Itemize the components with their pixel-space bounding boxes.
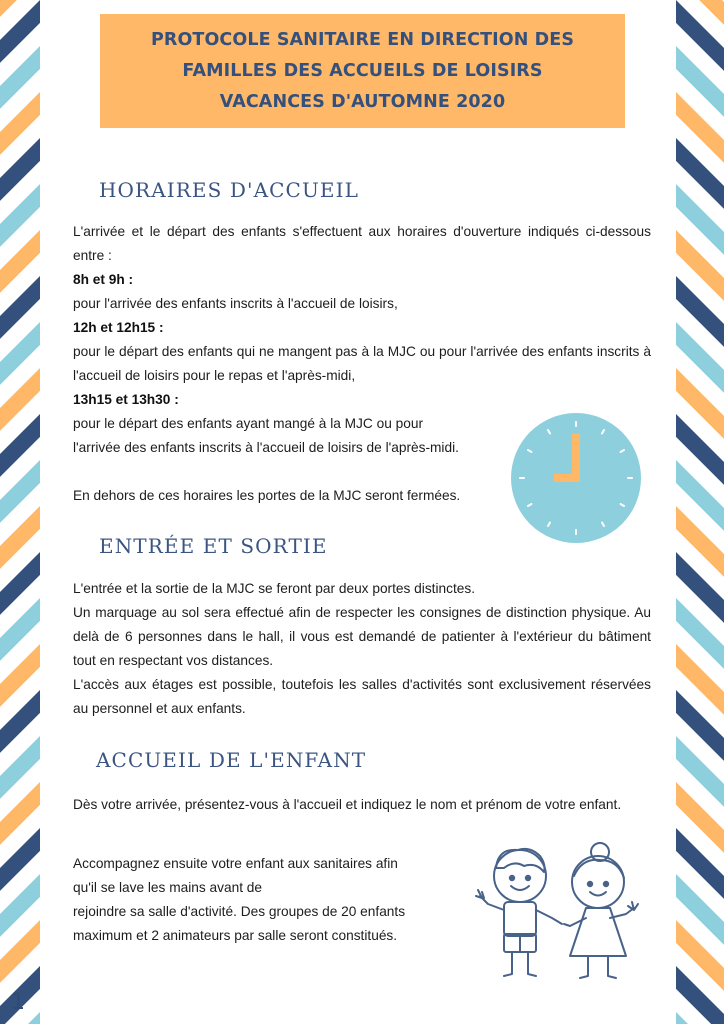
left-stripe-border xyxy=(0,0,40,1024)
accueil-p2-line1: Accompagnez ensuite votre enfant aux sanitaires afin xyxy=(73,856,398,871)
title-line-3: VACANCES D'AUTOMNE 2020 xyxy=(219,91,506,112)
horaires-closing: En dehors de ces horaires les portes de la MJC seront fermées. xyxy=(73,488,461,503)
entree-p3: L'accès aux étages est possible, toutefois les salles d'activités sont exclusivement réservées au personnel et aux enfants. xyxy=(73,677,651,716)
title-banner xyxy=(100,14,625,128)
left-stripes xyxy=(0,0,40,1024)
section-horaires-slot2 xyxy=(73,340,651,388)
section-accueil-p2 xyxy=(73,852,468,948)
slot2-text: pour le départ des enfants qui ne mangent pas à la MJC ou pour l'arrivée des enfants inscrits à l'accueil de loisirs pour le repas et l'après-midi, xyxy=(73,344,651,383)
accueil-p2-line3: rejoindre sa salle d'activité. Des groupes de 20 enfants xyxy=(73,904,406,919)
entree-p1: L'entrée et la sortie de la MJC se feront par deux portes distinctes. xyxy=(73,581,476,596)
slot3-text-line1: pour le départ des enfants ayant mangé à la MJC ou pour xyxy=(73,416,424,431)
right-stripes xyxy=(676,0,724,1024)
title-line-1: PROTOCOLE SANITAIRE EN DIRECTION DES xyxy=(150,29,575,50)
slot1-text: pour l'arrivée des enfants inscrits à l'accueil de loisirs, xyxy=(73,296,398,311)
page-number: 1 xyxy=(11,990,25,1015)
section-entree-sortie xyxy=(73,577,651,721)
accueil-p1: Dès votre arrivée, présentez-vous à l'accueil et indiquez le nom et prénom de votre enfant. xyxy=(73,797,622,812)
title-line-2: FAMILLES DES ACCUEILS DE LOISIRS xyxy=(182,60,543,81)
section-accueil-p1 xyxy=(73,793,651,817)
accueil-p2-line2: qu'il se lave les mains avant de xyxy=(73,880,263,895)
horaires-intro: L'arrivée et le départ des enfants s'effectuent aux horaires d'ouverture indiqués ci-dessous entre : xyxy=(73,224,651,263)
section-horaires-slot3 xyxy=(73,388,513,508)
heading-accueil-enfant: ACCUEIL DE L'ENFANT xyxy=(96,748,367,772)
right-stripe-border xyxy=(676,0,724,1024)
entree-p2: Un marquage au sol sera effectué afin de respecter les consignes de distinction physique. Au delà de 6 personnes dans le hall, il vous est demandé de patienter à l'extérieur du bâtiment tout en respectant vos distances. xyxy=(73,605,651,668)
section-horaires-intro xyxy=(73,220,651,268)
accueil-p2-line4: maximum et 2 animateurs par salle seront constitués. xyxy=(73,928,398,943)
slot2-time: 12h et 12h15 : xyxy=(73,320,164,335)
section-horaires-slots xyxy=(73,268,673,340)
boy-drawing xyxy=(476,849,562,976)
girl-drawing xyxy=(564,843,638,978)
slot3-time: 13h15 et 13h30 : xyxy=(73,392,179,407)
clock-icon xyxy=(510,412,642,544)
heading-entree-sortie: ENTRÉE ET SORTIE xyxy=(99,534,328,558)
children-illustration xyxy=(468,838,650,988)
slot3-text-line2: l'arrivée des enfants inscrits à l'accueil de loisirs de l'après-midi. xyxy=(73,440,459,455)
heading-horaires: HORAIRES D'ACCUEIL xyxy=(99,178,359,202)
slot1-time: 8h et 9h : xyxy=(73,272,134,287)
